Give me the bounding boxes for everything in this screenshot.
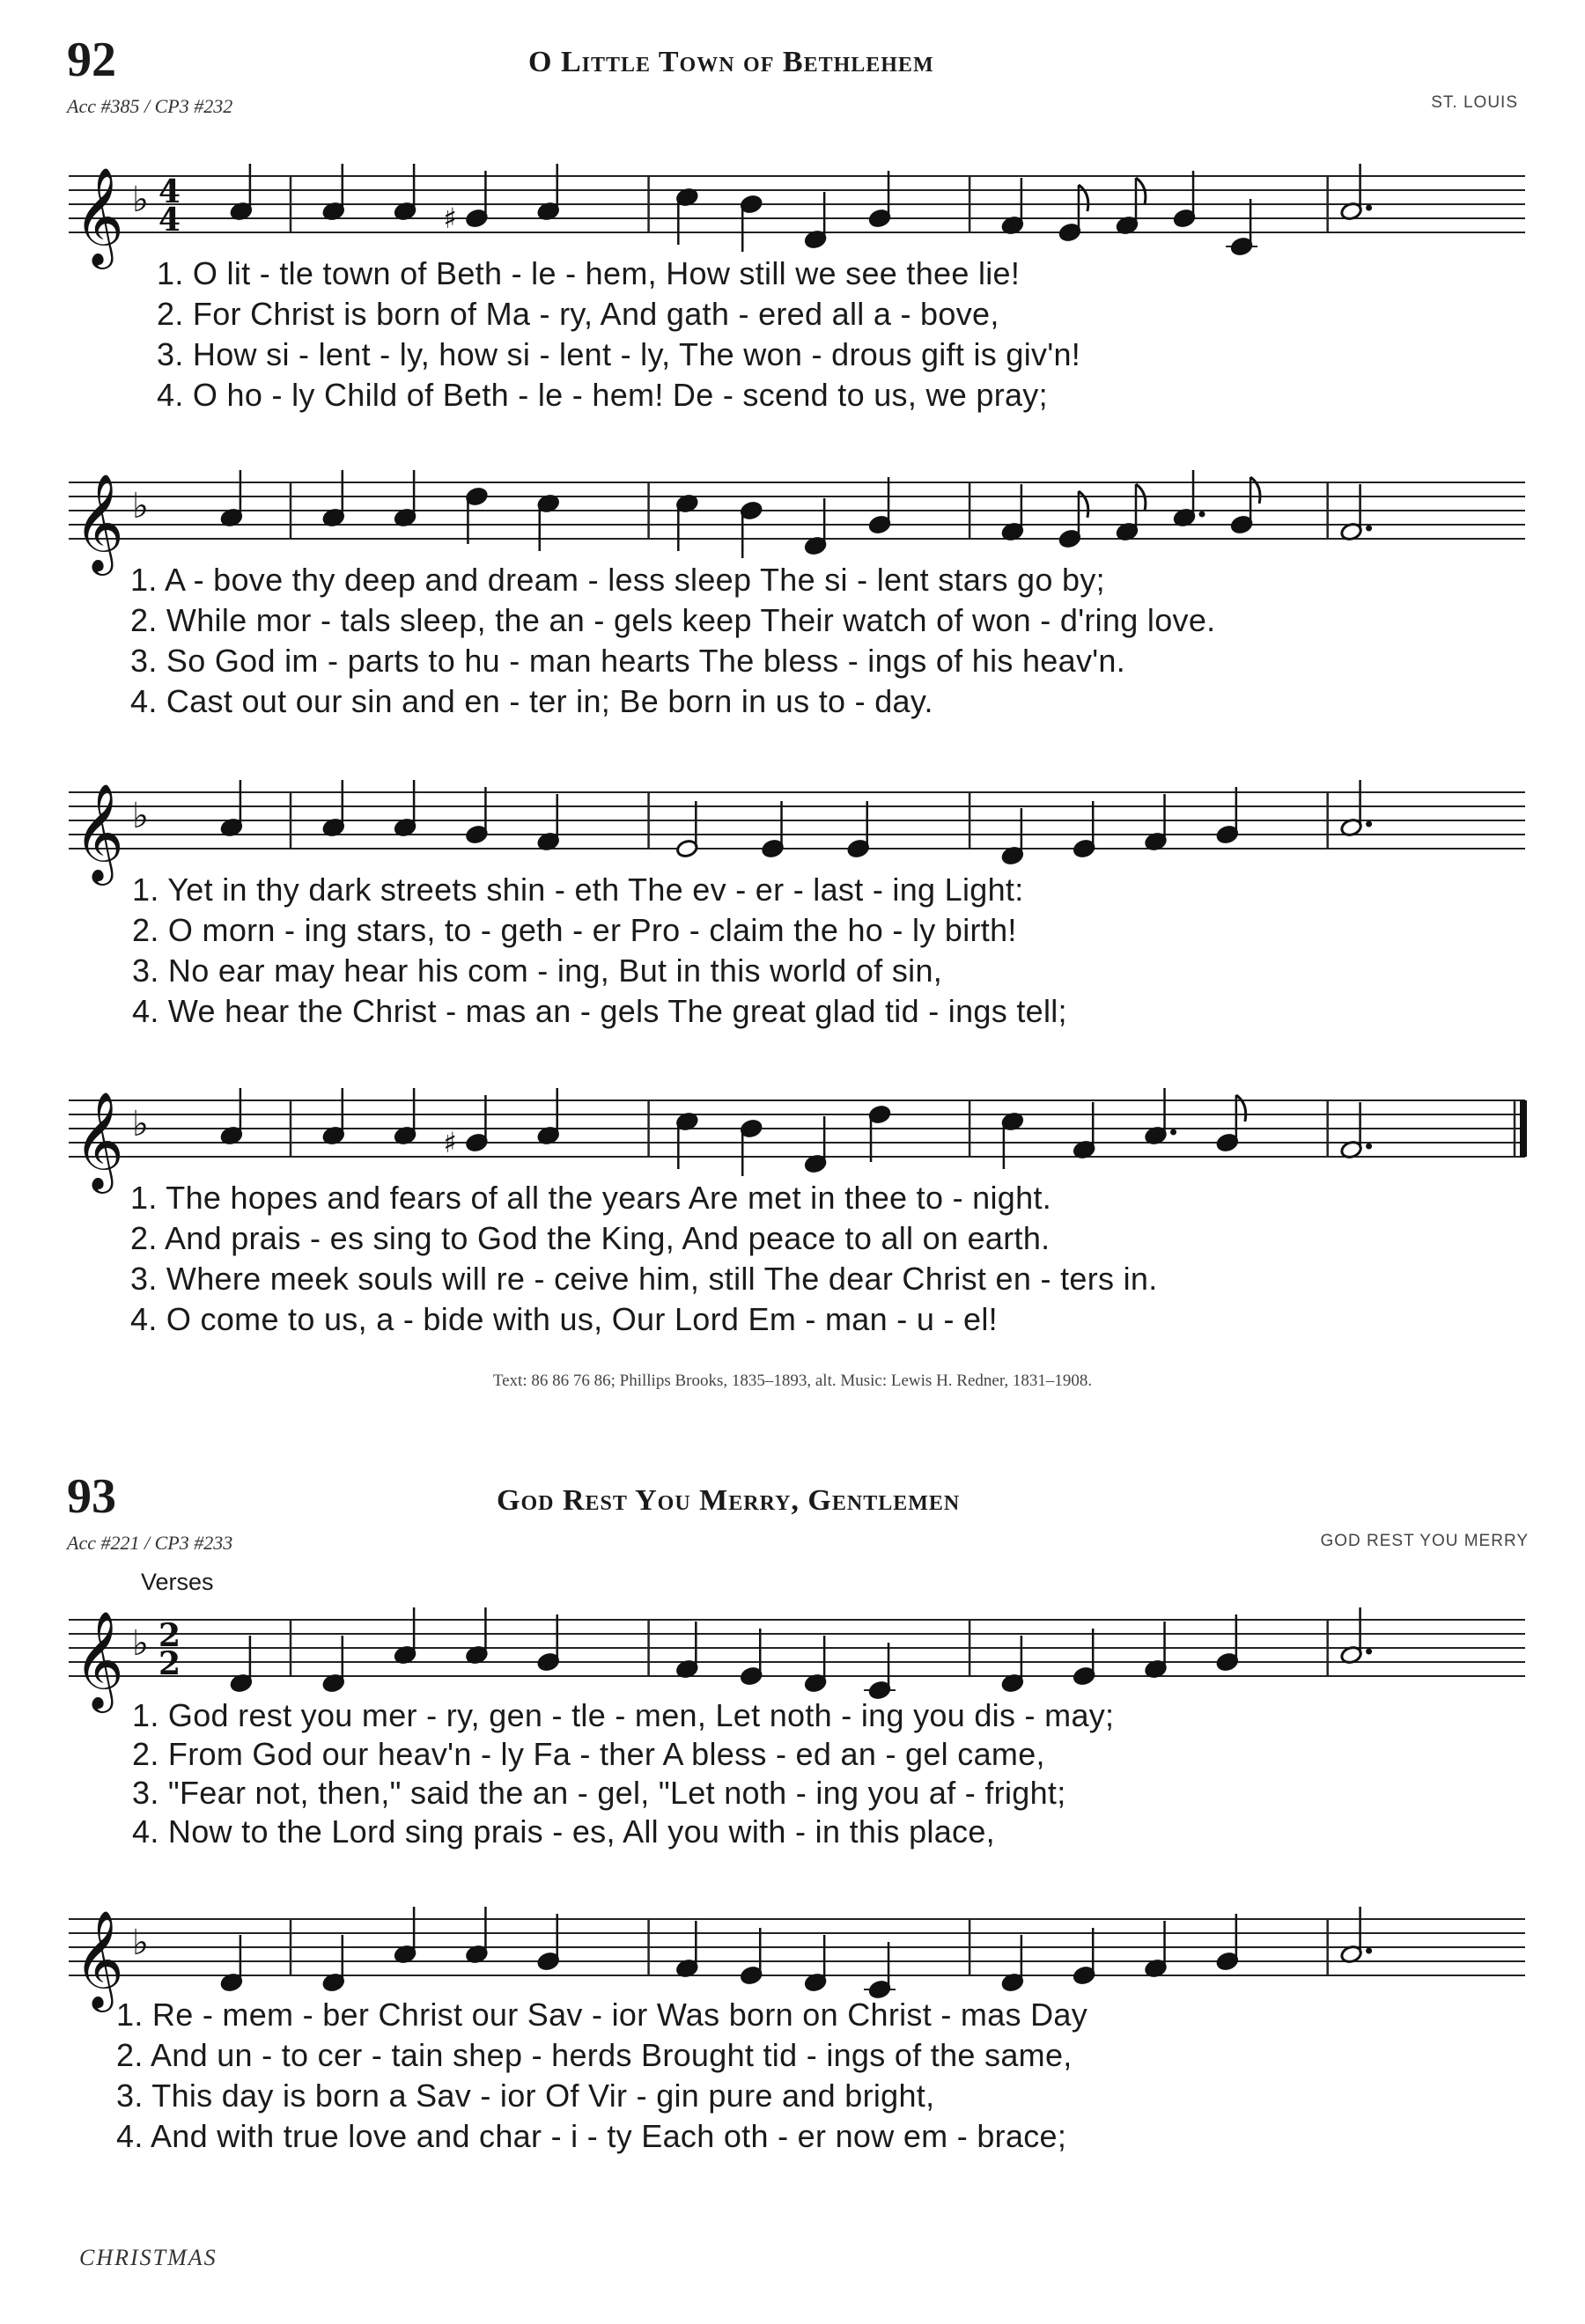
note bbox=[394, 780, 417, 837]
lyric-line: 1. God rest you mer - ry, gen - tle - men, Let noth - ing you dis - may; bbox=[132, 1697, 1115, 1733]
note bbox=[847, 801, 870, 858]
key-signature-flat: ♭ bbox=[132, 180, 149, 220]
note bbox=[322, 780, 345, 837]
note bbox=[1001, 1636, 1024, 1693]
lyric-line: 1. The hopes and fears of all the years Are met in thee to - night. bbox=[130, 1180, 1052, 1216]
svg-text:♯: ♯ bbox=[443, 202, 457, 235]
note bbox=[322, 1636, 345, 1693]
note bbox=[868, 171, 891, 228]
note bbox=[1173, 470, 1205, 527]
lyric-line: 4. Cast out our sin and en - ter in; Be born in us to - day. bbox=[130, 683, 933, 719]
hymn-number: 92 bbox=[67, 33, 116, 87]
note bbox=[761, 801, 784, 858]
note bbox=[394, 1907, 417, 1964]
note bbox=[1073, 1629, 1095, 1686]
note bbox=[1173, 171, 1196, 228]
note bbox=[1340, 1102, 1373, 1159]
lyric-line: 2. For Christ is born of Ma - ry, And gath - ered all a - bove, bbox=[157, 296, 999, 332]
hymn-title: O Little Town of Bethlehem bbox=[528, 46, 934, 78]
note bbox=[740, 1629, 763, 1686]
note bbox=[1144, 794, 1167, 851]
note bbox=[394, 1088, 417, 1145]
note bbox=[740, 1928, 763, 1985]
note bbox=[864, 1942, 896, 1999]
note bbox=[1216, 1914, 1239, 1971]
note bbox=[1001, 484, 1024, 541]
lyric-line: 1. Yet in thy dark streets shin - eth The ev - er - last - ing Light: bbox=[132, 872, 1024, 908]
tune-name: ST. LOUIS bbox=[1431, 93, 1518, 112]
note bbox=[322, 164, 345, 221]
note bbox=[1116, 484, 1146, 541]
note bbox=[1340, 484, 1373, 541]
note bbox=[1144, 1088, 1176, 1145]
lyric-line: 3. How si - lent - ly, how si - lent - ly, The won - drous gift is giv'n! bbox=[157, 336, 1081, 372]
lyric-line: 3. Where meek souls will re - ceive him, still The dear Christ en - ters in. bbox=[130, 1261, 1158, 1297]
lyric-line: 3. No ear may hear his com - ing, But in this world of sin, bbox=[132, 952, 943, 989]
note bbox=[443, 1095, 488, 1159]
note bbox=[537, 1614, 560, 1672]
note bbox=[220, 1935, 243, 1992]
lyric-line: 2. And un - to cer - tain shep - herds Brought tid - ings of the same, bbox=[116, 2037, 1073, 2073]
note bbox=[1340, 780, 1373, 837]
note bbox=[1230, 477, 1260, 534]
note bbox=[1216, 787, 1239, 844]
note bbox=[740, 1119, 763, 1176]
note bbox=[868, 1105, 891, 1162]
lyric-line: 3. "Fear not, then," said the an - gel, "Let noth - ing you af - fright; bbox=[132, 1775, 1066, 1811]
lyric-line: 4. And with true love and char - i - ty Each oth - er now em - brace; bbox=[116, 2118, 1067, 2154]
hymn-number: 93 bbox=[67, 1469, 116, 1524]
note bbox=[443, 171, 488, 235]
note bbox=[675, 801, 698, 858]
treble-clef-icon: 𝄞 bbox=[74, 1610, 124, 1709]
note bbox=[864, 1643, 896, 1700]
note bbox=[394, 470, 417, 527]
note bbox=[1116, 178, 1146, 235]
note bbox=[1340, 1607, 1373, 1665]
note bbox=[1073, 1102, 1095, 1159]
note bbox=[804, 498, 827, 555]
note bbox=[537, 1914, 560, 1971]
lyric-line: 4. Now to the Lord sing prais - es, All you with - in this place, bbox=[132, 1813, 995, 1850]
note bbox=[1144, 1622, 1167, 1679]
note bbox=[230, 1636, 253, 1693]
key-signature-flat: ♭ bbox=[132, 796, 149, 836]
note bbox=[804, 1116, 827, 1173]
note bbox=[1340, 164, 1373, 221]
note bbox=[322, 470, 345, 527]
note bbox=[804, 1935, 827, 1992]
note bbox=[1216, 1614, 1239, 1672]
note bbox=[804, 192, 827, 249]
note bbox=[675, 1622, 698, 1679]
key-signature-flat: ♭ bbox=[132, 1923, 149, 1963]
music-staff-system bbox=[0, 447, 1585, 570]
note bbox=[1073, 1928, 1095, 1985]
lyric-line: 2. From God our heav'n - ly Fa - ther A bless - ed an - gel came, bbox=[132, 1736, 1045, 1772]
tune-name: GOD REST YOU MERRY bbox=[1320, 1532, 1529, 1550]
time-signature-top: 4 bbox=[158, 173, 181, 210]
note bbox=[220, 1088, 243, 1145]
note bbox=[740, 195, 763, 252]
note bbox=[1001, 178, 1024, 235]
music-staff-system bbox=[0, 141, 1585, 264]
note bbox=[1073, 801, 1095, 858]
note bbox=[465, 1907, 488, 1964]
key-signature-flat: ♭ bbox=[132, 1104, 149, 1144]
note bbox=[804, 1636, 827, 1693]
note bbox=[1001, 808, 1024, 865]
note bbox=[1001, 1112, 1024, 1169]
svg-text:♯: ♯ bbox=[443, 1126, 457, 1159]
note bbox=[675, 1921, 698, 1978]
note bbox=[537, 494, 560, 551]
music-staff-system bbox=[0, 757, 1585, 880]
lyric-line: 2. And prais - es sing to God the King, And peace to all on earth. bbox=[130, 1220, 1051, 1256]
note bbox=[322, 1935, 345, 1992]
treble-clef-icon: 𝄞 bbox=[74, 473, 124, 571]
treble-clef-icon: 𝄞 bbox=[74, 1909, 124, 2008]
note bbox=[675, 188, 698, 245]
time-signature-bottom: 4 bbox=[158, 202, 181, 239]
note bbox=[675, 1112, 698, 1169]
note bbox=[1058, 185, 1088, 242]
key-signature-flat: ♭ bbox=[132, 486, 149, 526]
lyric-line: 1. A - bove thy deep and dream - less sleep The si - lent stars go by; bbox=[130, 562, 1105, 598]
note bbox=[220, 780, 243, 837]
treble-clef-icon: 𝄞 bbox=[74, 1091, 124, 1189]
music-staff-system bbox=[0, 1884, 1585, 2007]
note bbox=[465, 787, 488, 844]
lyric-line: 2. O morn - ing stars, to - geth - er Pro - claim the ho - ly birth! bbox=[132, 912, 1017, 948]
note bbox=[394, 1607, 417, 1665]
hymn-title: God Rest You Merry, Gentlemen bbox=[497, 1484, 961, 1517]
section-label: Verses bbox=[141, 1569, 214, 1595]
key-signature-flat: ♭ bbox=[132, 1623, 149, 1664]
lyric-line: 4. O ho - ly Child of Beth - le - hem! De - scend to us, we pray; bbox=[157, 377, 1048, 413]
lyric-line: 4. We hear the Christ - mas an - gels The great glad tid - ings tell; bbox=[132, 993, 1067, 1029]
note bbox=[1144, 1921, 1167, 1978]
lyric-line: 3. So God im - parts to hu - man hearts The bless - ings of his heav'n. bbox=[130, 643, 1126, 679]
music-staff-system bbox=[0, 1065, 1585, 1188]
note bbox=[537, 794, 560, 851]
hymn-credit: Text: 86 86 76 86; Phillips Brooks, 1835–1893, alt. Music: Lewis H. Redner, 1831–1908. bbox=[492, 1372, 1093, 1390]
treble-clef-icon: 𝄞 bbox=[74, 166, 124, 265]
note bbox=[537, 1088, 560, 1145]
note bbox=[220, 470, 243, 527]
music-staff-system bbox=[0, 1585, 1585, 1708]
note bbox=[1340, 1907, 1373, 1964]
note bbox=[230, 164, 253, 221]
note bbox=[868, 477, 891, 534]
note bbox=[1216, 1095, 1246, 1152]
note bbox=[1058, 491, 1088, 548]
lyric-line: 4. O come to us, a - bide with us, Our Lord Em - man - u - el! bbox=[130, 1301, 998, 1337]
lyric-line: 1. Re - mem - ber Christ our Sav - ior Was born on Christ - mas Day bbox=[116, 1997, 1088, 2033]
page-footer: CHRISTMAS bbox=[79, 2245, 217, 2270]
note bbox=[394, 164, 417, 221]
lyric-line: 3. This day is born a Sav - ior Of Vir - gin pure and bright, bbox=[116, 2078, 935, 2114]
treble-clef-icon: 𝄞 bbox=[74, 783, 124, 881]
time-signature-top: 2 bbox=[158, 1617, 181, 1654]
lyric-line: 1. O lit - tle town of Beth - le - hem, How still we see thee lie! bbox=[157, 255, 1021, 291]
note bbox=[465, 1607, 488, 1665]
note bbox=[537, 164, 560, 221]
note bbox=[1226, 199, 1257, 256]
note bbox=[1001, 1935, 1024, 1992]
note bbox=[740, 501, 763, 558]
lyric-line: 2. While mor - tals sleep, the an - gels keep Their watch of won - d'ring love. bbox=[130, 602, 1216, 638]
note bbox=[322, 1088, 345, 1145]
note bbox=[465, 487, 488, 544]
final-barline bbox=[1520, 1100, 1527, 1157]
accompaniment-ref: Acc #385 / CP3 #232 bbox=[67, 95, 233, 117]
time-signature-bottom: 2 bbox=[158, 1645, 181, 1682]
note bbox=[675, 494, 698, 551]
accompaniment-ref: Acc #221 / CP3 #233 bbox=[67, 1532, 233, 1554]
